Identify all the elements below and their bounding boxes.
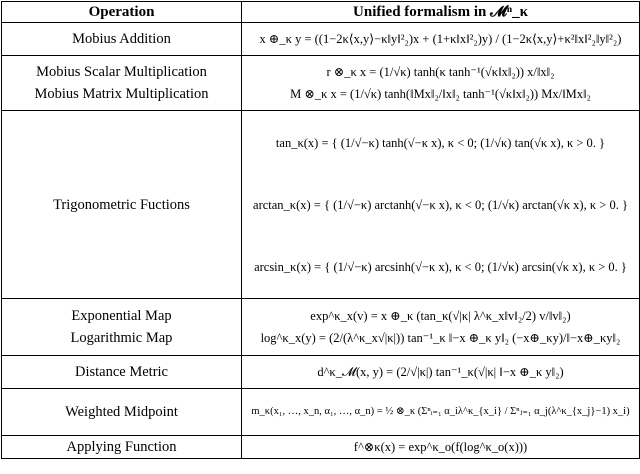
formula: m_κ(x₁, …, x_n, α₁, …, α_n) = ½ ⊗_κ (Σⁿᵢ₌₁ α_iλ^κ_{x_i} / Σⁿⱼ₌₁ α_j(λ^κ_{x_j}−1) x_i) [242, 389, 640, 436]
table-row [2, 111, 640, 299]
operation-name: Applying Function [2, 436, 242, 459]
formula: x ⊕_κ y = ((1−2κ⟨x,y⟩−κ‖y‖²₂)x + (1+κ‖x‖²₂)y) / (1−2κ⟨x,y⟩+κ²‖x‖²₂‖y‖²₂) [242, 23, 640, 56]
formula-group [242, 299, 640, 356]
formula-group [242, 56, 640, 111]
operation-name-group [2, 56, 242, 111]
table-row [2, 56, 640, 111]
operation-name: Mobius Matrix Multiplication [34, 86, 209, 102]
formula-arctan: arctan_κ(x) = { (1/√−κ) arctanh(√−κ x), κ < 0; (1/√κ) arctan(√κ x), κ > 0. } [253, 197, 628, 212]
header-formalism: Unified formalism in 𝓜ⁿ_κ [242, 2, 640, 23]
table-row [2, 299, 640, 356]
formula-arcsin: arcsin_κ(x) = { (1/√−κ) arcsinh(√−κ x), κ < 0; (1/√κ) arcsin(√κ x), κ > 0. } [254, 259, 627, 274]
table-row [2, 436, 640, 459]
operation-name: Mobius Addition [2, 23, 242, 56]
formula: exp^κ_x(v) = x ⊕_κ (tan_κ(√|κ| λ^κ_x‖v‖₂/2) v/‖v‖₂) [310, 309, 571, 323]
formula: d^κ_𝓜(x, y) = (2/√|κ|) tan⁻¹_κ(√|κ| ‖−x ⊕_κ y‖₂) [242, 356, 640, 389]
formula: M ⊗_κ x = (1/√κ) tanh(‖Mx‖₂/‖x‖₂ tanh⁻¹(√κ‖x‖₂)) Mx/‖Mx‖₂ [290, 87, 591, 101]
header-row [2, 2, 640, 23]
operations-table [1, 1, 640, 459]
operation-name: Trigonometric Fuctions [2, 111, 242, 299]
operation-name: Exponential Map [71, 308, 172, 324]
formula: r ⊗_κ x = (1/√κ) tanh(κ tanh⁻¹(√κ‖x‖₂)) x/‖x‖₂ [326, 65, 555, 79]
table-row [2, 389, 640, 436]
formula-group [242, 111, 640, 299]
formula-tan: tan_κ(x) = { (1/√−κ) tanh(√−κ x), κ < 0; (1/√κ) tan(√κ x), κ > 0. } [275, 135, 606, 150]
operation-name: Logarithmic Map [70, 330, 173, 346]
operation-name: Distance Metric [2, 356, 242, 389]
operation-name: Weighted Midpoint [2, 389, 242, 436]
formula: f^⊗κ(x) = exp^κ_o(f(log^κ_o(x))) [242, 436, 640, 459]
table-row [2, 23, 640, 56]
operation-name-group [2, 299, 242, 356]
formula: log^κ_x(y) = (2/(λ^κ_x√|κ|)) tan⁻¹_κ ‖−x ⊕_κ y‖₂ (−x⊕_κy)/‖−x⊕_κy‖₂ [260, 331, 621, 345]
table-row [2, 356, 640, 389]
operation-name: Mobius Scalar Multiplication [36, 64, 207, 80]
header-operation: Operation [2, 2, 242, 23]
